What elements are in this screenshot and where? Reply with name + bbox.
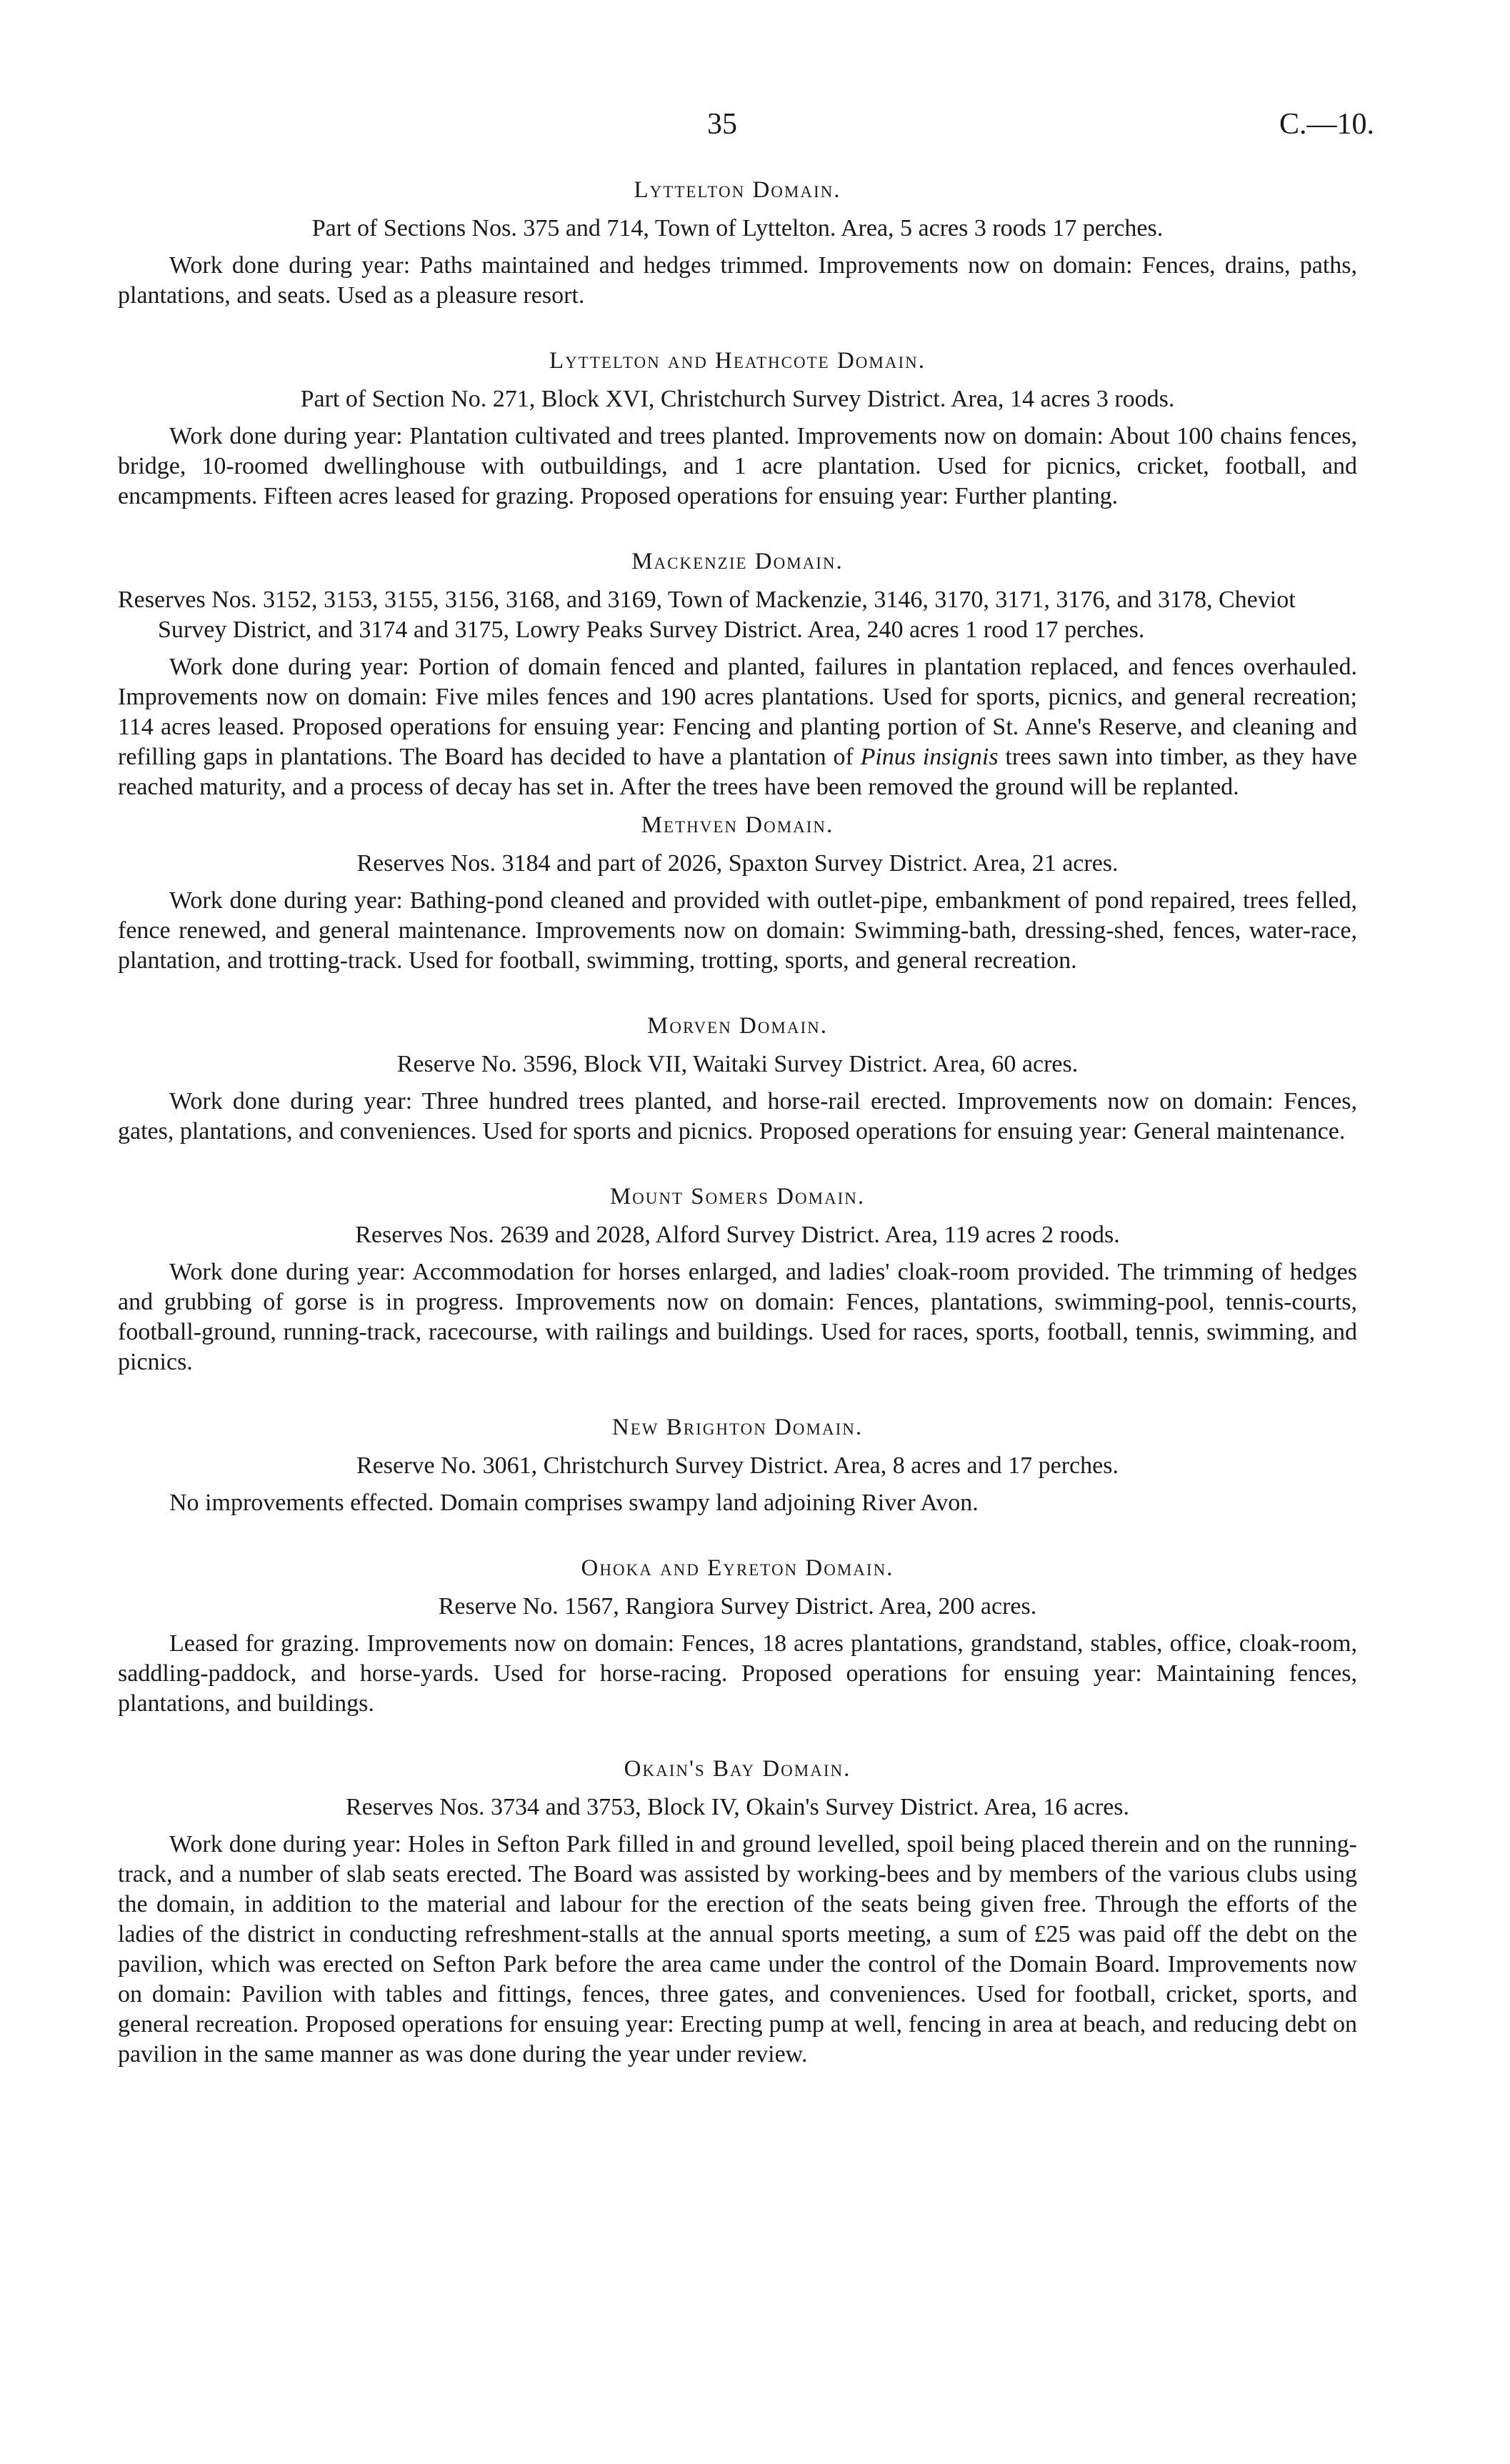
section-heading: Methven Domain. <box>641 812 834 838</box>
section-okains-bay-domain <box>118 1756 1357 2070</box>
page-content <box>118 177 1357 2070</box>
section-location: Reserves Nos. 3734 and 3753, Block IV, Okain's Survey District. Area, 16 acres. <box>345 1794 1130 1820</box>
section-heading: Morven Domain. <box>647 1013 828 1039</box>
section-body: Work done during year: Three hundred trees planted, and horse-rail erected. Improvements now on domain: Fences, gates, plantations, and conveniences. Used for sports and picnics. Proposed operations for ensuing year: General maintenance. <box>118 1088 1357 1144</box>
section-methven-domain <box>118 812 1357 976</box>
section-body: Work done during year: Paths maintained and hedges trimmed. Improvements now on domain: Fences, drains, paths, plantations, and seats. Used as a pleasure resort. <box>118 252 1357 309</box>
section-location: Reserve No. 1567, Rangiora Survey District. Area, 200 acres. <box>438 1593 1037 1620</box>
page-header <box>0 107 1510 150</box>
section-heading: Lyttelton and Heathcote Domain. <box>549 348 926 374</box>
section-mackenzie-domain <box>118 549 1357 802</box>
section-body-part: trees sawn into timber, as they have reached maturity, and a process of decay has set in. After the trees have been removed the ground will be replanted. <box>118 744 1358 800</box>
section-location: Reserves Nos. 3152, 3153, 3155, 3156, 3168, and 3169, Town of Mackenzie, 3146, 3170, 3171, 3176, and 3178, Cheviot Survey District, and 3174 and 3175, Lowry Peaks Survey District. Area, 240 acres 1 rood 17 perches. <box>118 587 1296 643</box>
section-body: Work done during year: Holes in Sefton Park filled in and ground levelled, spoil being placed therein and on the running-track, and a number of slab seats erected. The Board was assisted by working-bees and by members of the various clubs using the domain, in addition to the material and labour for the erection of the seats being given free. Through the efforts of the ladies of the district in conducting refreshment-stalls at the annual sports meeting, a sum of £25 was paid off the debt on the pavilion, which was erected on Sefton Park before the area came under the control of the Domain Board. Improvements now on domain: Pavilion with tables and fittings, fences, three gates, and conveniences. Used for football, cricket, sports, and general recreation. Proposed operations for ensuing year: Erecting pump at well, fencing in area at beach, and reducing debt on pavilion in the same manner as was done during the year under review. <box>118 1831 1357 2068</box>
section-location: Reserve No. 3596, Block VII, Waitaki Survey District. Area, 60 acres. <box>396 1051 1079 1077</box>
section-location: Reserves Nos. 2639 and 2028, Alford Survey District. Area, 119 acres 2 roods. <box>355 1222 1120 1248</box>
species-name: Pinus insignis <box>860 744 999 770</box>
section-location: Part of Section No. 271, Block XVI, Christchurch Survey District. Area, 14 acres 3 roods. <box>300 386 1175 412</box>
section-heading: Mackenzie Domain. <box>631 549 844 574</box>
section-body <box>118 652 1357 802</box>
section-body: Work done during year: Bathing-pond cleaned and provided with outlet-pipe, embankment of pond repaired, trees felled, fence renewed, and general maintenance. Improvements now on domain: Swimming-bath, dressing-shed, fences, water-race, plantation, and trotting-track. Used for football, swimming, trotting, sports, and general recreation. <box>118 887 1357 974</box>
section-heading: Mount Somers Domain. <box>609 1184 866 1209</box>
section-body: Work done during year: Plantation cultivated and trees planted. Improvements now on domain: About 100 chains fences, bridge, 10-roomed dwellinghouse with outbuildings, and 1 acre plantation. Used for picnics, cricket, football, and encampments. Fifteen acres leased for grazing. Proposed operations for ensuing year: Further planting. <box>118 423 1357 509</box>
section-mount-somers-domain <box>118 1184 1357 1377</box>
section-lyttelton-domain <box>118 177 1357 311</box>
section-ohoka-eyreton-domain <box>118 1555 1357 1719</box>
section-body: Leased for grazing. Improvements now on domain: Fences, 18 acres plantations, grandstand, stables, office, cloak-room, saddling-paddock, and horse-yards. Used for horse-racing. Proposed operations for ensuing year: Maintaining fences, plantations, and buildings. <box>118 1630 1357 1717</box>
document-reference: C.—10. <box>1279 108 1374 141</box>
section-heading: New Brighton Domain. <box>611 1415 864 1440</box>
section-heading: Ohoka and Eyreton Domain. <box>581 1555 894 1581</box>
section-location: Reserves Nos. 3184 and part of 2026, Spaxton Survey District. Area, 21 acres. <box>356 850 1119 877</box>
section-new-brighton-domain <box>118 1415 1357 1518</box>
page-number: 35 <box>707 108 737 141</box>
section-heading: Lyttelton Domain. <box>634 177 841 203</box>
section-lyttelton-heathcote-domain <box>118 348 1357 512</box>
section-body: Work done during year: Accommodation for horses enlarged, and ladies' cloak-room provided. The trimming of hedges and grubbing of gorse is in progress. Improvements now on domain: Fences, plantations, swimming-pool, tennis-courts, football-ground, running-track, racecourse, with railings and buildings. Used for races, sports, football, tennis, swimming, and picnics. <box>118 1259 1357 1375</box>
section-location: Part of Sections Nos. 375 and 714, Town of Lyttelton. Area, 5 acres 3 roods 17 perches. <box>311 215 1164 241</box>
section-location: Reserve No. 3061, Christchurch Survey District. Area, 8 acres and 17 perches. <box>356 1452 1119 1479</box>
section-morven-domain <box>118 1013 1357 1147</box>
section-heading: Okain's Bay Domain. <box>624 1756 851 1782</box>
section-body-part: Work done during year: Portion of domain fenced and planted, failures in plantation replaced, and fences overhauled. Improvements now on domain: Five miles fences and 190 acres plantations. Used for sports, picnics, and general recreation; 114 acres leased. Proposed operations for ensuing year: Fencing and planting portion of St. Anne's Reserve, and cleaning and refilling gaps in plantations. The Board has decided to have a plantation of <box>118 654 1357 770</box>
section-body: No improvements effected. Domain comprises swampy land adjoining River Avon. <box>169 1490 979 1516</box>
